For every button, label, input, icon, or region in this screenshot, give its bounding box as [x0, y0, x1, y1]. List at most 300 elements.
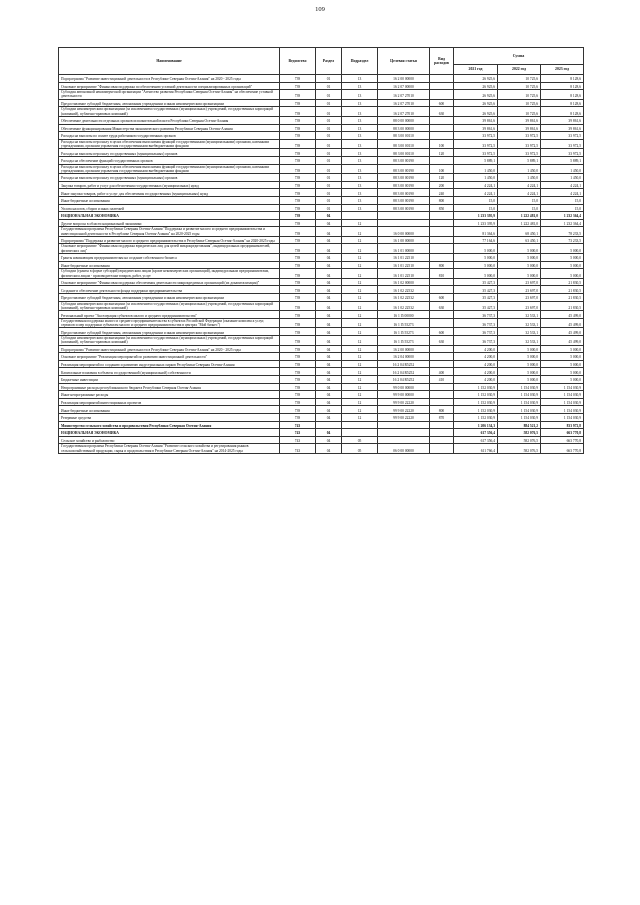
table-row [59, 174, 584, 182]
row-expense-type [430, 236, 454, 244]
row-sum-2023: 8 128,6 [541, 107, 584, 117]
row-target: 16 2 07 27010 [378, 107, 430, 117]
row-expense-type [430, 254, 454, 262]
row-expense-type [430, 124, 454, 132]
row-section: 01 [316, 204, 342, 212]
row-section: 04 [316, 318, 342, 328]
row-subsection: 13 [342, 181, 378, 189]
row-target: 16 1 I5 00000 [378, 311, 430, 319]
table-row [59, 254, 584, 262]
row-section: 04 [316, 336, 342, 346]
page-number: 109 [315, 6, 325, 13]
row-expense-type [430, 219, 454, 227]
row-subsection: 12 [342, 345, 378, 353]
table-row [59, 398, 584, 406]
table-row [59, 149, 584, 157]
table-row [59, 227, 584, 237]
row-name: Иные непрограммные расходы [59, 391, 280, 399]
row-target: 88 3 00 00110 [378, 139, 430, 149]
row-name: Министерство сельского хозяйства и продовольствия Республики Северная Осетия-Алания [59, 421, 280, 429]
row-sum-2022: 1 222 481,0 [498, 219, 541, 227]
row-section: 04 [316, 294, 342, 302]
table-row [59, 311, 584, 319]
row-target: 16 1 01 00000 [378, 244, 430, 254]
row-name: Расходы на выплаты по оплате труда работников государственных органов [59, 132, 280, 140]
row-sum-2023: 45 499,0 [541, 328, 584, 336]
row-section: 04 [316, 254, 342, 262]
row-ministry: 739 [280, 227, 316, 237]
row-subsection: 12 [342, 219, 378, 227]
row-name: Другие вопросы в области национальной экономики [59, 219, 280, 227]
row-sum-2023: 21 830,5 [541, 294, 584, 302]
row-sum-2021: 33 972,5 [454, 139, 498, 149]
row-ministry: 739 [280, 99, 316, 107]
row-subsection: 12 [342, 391, 378, 399]
row-expense-type: 800 [430, 261, 454, 269]
row-sum-2021: 5 000,0 [454, 261, 498, 269]
row-subsection: 05 [342, 444, 378, 454]
row-subsection: 12 [342, 360, 378, 368]
row-sum-2023: 4 224,1 [541, 189, 584, 197]
row-expense-type: 850 [430, 204, 454, 212]
row-subsection: 13 [342, 139, 378, 149]
row-subsection: 12 [342, 336, 378, 346]
row-sum-2021: 39 861,6 [454, 124, 498, 132]
table-row [59, 336, 584, 346]
row-sum-2022: 33 972,5 [498, 149, 541, 157]
row-sum-2022: 10 725,6 [498, 99, 541, 107]
row-subsection: 12 [342, 269, 378, 279]
row-sum-2021: 1 152 030,9 [454, 398, 498, 406]
table-row [59, 368, 584, 376]
row-sum-2022: 1 154 030,9 [498, 383, 541, 391]
row-target [378, 212, 430, 220]
row-ministry: 739 [280, 318, 316, 328]
row-name: Капитальные вложения в объекты государственной (муниципальной) собственности [59, 368, 280, 376]
row-sum-2023: 1 450,0 [541, 164, 584, 174]
row-expense-type: 800 [430, 196, 454, 204]
row-sum-2021: 36 737,3 [454, 318, 498, 328]
row-sum-2023: 5 000,0 [541, 254, 584, 262]
row-expense-type: 600 [430, 328, 454, 336]
row-target: 16 2 07 00000 [378, 82, 430, 90]
row-sum-2023: 663 770,8 [541, 429, 584, 437]
row-expense-type [430, 391, 454, 399]
row-name: Субсидии некоммерческим организациям (за исключением государственных (муниципальных) учреждений, государственных корпораций (компаний), публично-правовых компаний) [59, 301, 280, 311]
row-target: 88 3 00 00190 [378, 204, 430, 212]
table-row [59, 278, 584, 286]
row-target [378, 429, 430, 437]
table-row [59, 286, 584, 294]
row-ministry: 739 [280, 82, 316, 90]
row-ministry: 739 [280, 406, 316, 414]
row-subsection: 13 [342, 124, 378, 132]
row-sum-2022: 1 450,0 [498, 174, 541, 182]
row-sum-2022: 63 450,1 [498, 236, 541, 244]
row-name: Резервные средства [59, 413, 280, 421]
row-subsection: 12 [342, 318, 378, 328]
row-sum-2022: 10 725,6 [498, 90, 541, 100]
row-sum-2022: 1 222 481,0 [498, 212, 541, 220]
row-name: Уплата налогов, сборов и иных платежей [59, 204, 280, 212]
row-sum-2021: 1 233 395,9 [454, 219, 498, 227]
row-section: 04 [316, 353, 342, 361]
row-name: Основное мероприятие "Финансовая поддержка юридических лиц для целей микрокредитования", индивидуальных предпринимателей, физических лиц" [59, 244, 280, 254]
row-subsection: 13 [342, 90, 378, 100]
row-sum-2023: 21 830,5 [541, 278, 584, 286]
row-subsection: 12 [342, 328, 378, 336]
row-section: 04 [316, 413, 342, 421]
row-sum-2021: 1 206 134,3 [454, 421, 498, 429]
row-subsection: 05 [342, 436, 378, 444]
row-target: 16 1 02 22532 [378, 294, 430, 302]
table-row [59, 90, 584, 100]
row-name: Предоставление субсидий бюджетным, автономным учреждениям и иным некоммерческим организациям [59, 328, 280, 336]
row-section: 01 [316, 174, 342, 182]
row-ministry: 739 [280, 204, 316, 212]
table-row [59, 360, 584, 368]
row-sum-2023: 78 233,5 [541, 227, 584, 237]
row-subsection: 12 [342, 294, 378, 302]
row-sum-2022: 1 450,0 [498, 164, 541, 174]
row-expense-type [430, 436, 454, 444]
row-ministry: 739 [280, 107, 316, 117]
row-sum-2022: 1 154 030,9 [498, 413, 541, 421]
row-sum-2023: 8 128,6 [541, 82, 584, 90]
row-expense-type [430, 278, 454, 286]
header-year-2022: 2022 год [498, 65, 541, 75]
row-sum-2022: 32 533,1 [498, 318, 541, 328]
row-target: 88 3 00 00000 [378, 124, 430, 132]
row-sum-2022: 33 972,5 [498, 139, 541, 149]
row-sum-2021: 5 000,0 [454, 244, 498, 254]
row-sum-2023: 73 233,5 [541, 236, 584, 244]
row-ministry: 739 [280, 236, 316, 244]
row-sum-2022: 32 533,1 [498, 328, 541, 336]
row-expense-type: 410 [430, 375, 454, 383]
row-sum-2023: 5 889,1 [541, 156, 584, 164]
row-name: Государственная поддержка малого и среднего предпринимательства в субъектах Российской Федерации (оказание комплекса услуг, сервисов и мер поддержки субъектам малого и среднего предпринимательства в центрах "Мой бизнес") [59, 318, 280, 328]
row-subsection: 12 [342, 398, 378, 406]
row-ministry: 739 [280, 261, 316, 269]
row-name: Сельское хозяйство и рыболовство [59, 436, 280, 444]
row-expense-type: 810 [430, 269, 454, 279]
row-sum-2021: 39 861,6 [454, 116, 498, 124]
row-sum-2023: 8 128,6 [541, 75, 584, 83]
row-sum-2021: 26 925,6 [454, 107, 498, 117]
row-ministry: 739 [280, 156, 316, 164]
row-subsection: 13 [342, 107, 378, 117]
row-ministry: 739 [280, 219, 316, 227]
row-name: Подпрограмма "Поддержка и развитие малого и среднего предпринимательства в Республике Северная Осетия-Алания" на 2020-2025 годы [59, 236, 280, 244]
row-section: 01 [316, 196, 342, 204]
row-name: Субсидии (гранты в форме субсидий) юридическим лицам (кроме некоммерческих организаций), индивидуальным предпринимателям, физическим лицам - производителям товаров, работ, услуг [59, 269, 280, 279]
row-sum-2021: 1 450,0 [454, 164, 498, 174]
row-subsection: 12 [342, 311, 378, 319]
row-name: Государственная программа Республики Северная Осетия-Алания "Развитие сельского хозяйства и регулирования рынков сельскохозяйственной продукции, сырья и продовольствия в Республике Северная Осетия-Алания" на 2014-2025 годы [59, 444, 280, 454]
row-expense-type [430, 212, 454, 220]
row-sum-2021: 35 427,3 [454, 301, 498, 311]
row-sum-2022: 5 000,0 [498, 353, 541, 361]
row-sum-2021: 5 000,0 [454, 269, 498, 279]
header-name: Наименование [59, 48, 280, 75]
table-body [59, 75, 584, 454]
row-ministry: 739 [280, 181, 316, 189]
table-row [59, 132, 584, 140]
row-name: Предоставление субсидий бюджетным, автономным учреждениям и иным некоммерческим организациям [59, 294, 280, 302]
row-sum-2022: 5 000,0 [498, 345, 541, 353]
row-sum-2021: 5 000,0 [454, 254, 498, 262]
row-ministry: 739 [280, 75, 316, 83]
row-subsection: 12 [342, 368, 378, 376]
row-target: 06 0 00 00000 [378, 444, 430, 454]
row-ministry: 739 [280, 132, 316, 140]
row-expense-type [430, 353, 454, 361]
row-sum-2023: 45 499,0 [541, 318, 584, 328]
row-target: 88 3 00 00110 [378, 132, 430, 140]
row-sum-2022: 15,0 [498, 204, 541, 212]
row-ministry: 739 [280, 90, 316, 100]
row-ministry: 739 [280, 149, 316, 157]
row-sum-2022: 5 000,0 [498, 244, 541, 254]
row-ministry: 739 [280, 345, 316, 353]
row-ministry: 739 [280, 124, 316, 132]
row-name: Основное мероприятие "Финансовая поддержка обеспечения деятельности микрокредитных организаций (их докапитализация)" [59, 278, 280, 286]
row-sum-2021: 36 737,3 [454, 328, 498, 336]
table-row [59, 116, 584, 124]
row-ministry: 739 [280, 328, 316, 336]
row-expense-type: 600 [430, 294, 454, 302]
row-section: 04 [316, 286, 342, 294]
row-sum-2021: 33 972,5 [454, 149, 498, 157]
row-name: Иные бюджетные ассигнования [59, 406, 280, 414]
row-sum-2023: 1 450,0 [541, 174, 584, 182]
row-target: 88 3 00 00190 [378, 196, 430, 204]
row-sum-2022: 5 000,0 [498, 254, 541, 262]
row-target: 16 1 00 00000 [378, 236, 430, 244]
row-sum-2021: 1 233 395,9 [454, 212, 498, 220]
table-row [59, 244, 584, 254]
row-target: 88 3 00 00190 [378, 181, 430, 189]
row-sum-2021: 4 224,1 [454, 181, 498, 189]
row-sum-2022: 10 725,6 [498, 107, 541, 117]
row-name: Иные бюджетные ассигнования [59, 196, 280, 204]
row-ministry: 739 [280, 139, 316, 149]
row-name: Расходы на выплаты персоналу государственных (муниципальных) органов [59, 149, 280, 157]
table-row [59, 261, 584, 269]
row-expense-type [430, 156, 454, 164]
table-row [59, 429, 584, 437]
row-section: 01 [316, 99, 342, 107]
row-ministry: 743 [280, 429, 316, 437]
row-section: 04 [316, 278, 342, 286]
row-ministry: 739 [280, 174, 316, 182]
table-row [59, 345, 584, 353]
row-name: Непрограммные расходы республиканского бюджета Республики Северная Осетия-Алания [59, 383, 280, 391]
row-target: 16 2 04 R5252 [378, 360, 430, 368]
row-sum-2023: 5 000,0 [541, 269, 584, 279]
row-ministry: 739 [280, 383, 316, 391]
row-section: 01 [316, 132, 342, 140]
row-sum-2023: 8 128,6 [541, 90, 584, 100]
row-subsection: 12 [342, 244, 378, 254]
row-expense-type [430, 444, 454, 454]
row-name: Иные бюджетные ассигнования [59, 261, 280, 269]
row-ministry: 739 [280, 116, 316, 124]
row-section: 01 [316, 164, 342, 174]
table-row [59, 204, 584, 212]
row-sum-2021: 35 427,3 [454, 278, 498, 286]
row-target: 88 3 00 00190 [378, 174, 430, 182]
row-target: 88 3 00 00190 [378, 156, 430, 164]
table-row [59, 375, 584, 383]
row-subsection: 12 [342, 353, 378, 361]
row-expense-type: 630 [430, 336, 454, 346]
table-row [59, 328, 584, 336]
row-expense-type [430, 318, 454, 328]
row-sum-2021: 36 737,3 [454, 336, 498, 346]
row-section: 04 [316, 301, 342, 311]
row-sum-2023: 833 972,8 [541, 421, 584, 429]
row-subsection [342, 421, 378, 429]
header-year-2021: 2021 год [454, 65, 498, 75]
row-ministry: 743 [280, 444, 316, 454]
row-sum-2021: 4 200,0 [454, 345, 498, 353]
row-sum-2022: 582 076,5 [498, 429, 541, 437]
row-subsection: 12 [342, 383, 378, 391]
row-sum-2022: 5 000,0 [498, 269, 541, 279]
row-name: Подпрограмма "Развитие инвестиционной деятельности в Республике Северная Осетия-Алания" на 2020 - 2025 годы [59, 75, 280, 83]
table-row [59, 269, 584, 279]
row-section: 04 [316, 269, 342, 279]
row-subsection: 13 [342, 82, 378, 90]
row-sum-2023: 1 232 364,4 [541, 212, 584, 220]
row-target: 99 9 00 00000 [378, 391, 430, 399]
row-target: 99 9 00 22220 [378, 398, 430, 406]
row-sum-2021: 15,0 [454, 204, 498, 212]
row-sum-2023: 1 154 030,9 [541, 406, 584, 414]
row-expense-type [430, 132, 454, 140]
row-section: 04 [316, 429, 342, 437]
row-target [378, 219, 430, 227]
row-expense-type [430, 429, 454, 437]
row-expense-type [430, 82, 454, 90]
header-section: Раздел [316, 48, 342, 75]
row-ministry: 743 [280, 436, 316, 444]
row-name: Региональный проект "Акселерация субъектов малого и среднего предпринимательства" [59, 311, 280, 319]
table-row [59, 156, 584, 164]
row-subsection: 12 [342, 286, 378, 294]
row-subsection: 13 [342, 189, 378, 197]
row-sum-2022: 10 725,6 [498, 75, 541, 83]
row-subsection: 13 [342, 149, 378, 157]
row-target: 88 0 00 00000 [378, 116, 430, 124]
row-subsection [342, 429, 378, 437]
row-sum-2021: 35 427,3 [454, 286, 498, 294]
table-row [59, 82, 584, 90]
row-name: Создание и обеспечение деятельности фонда поддержки предпринимательства [59, 286, 280, 294]
row-section: 04 [316, 261, 342, 269]
row-subsection: 12 [342, 406, 378, 414]
row-sum-2021: 15,0 [454, 196, 498, 204]
row-subsection: 13 [342, 174, 378, 182]
row-sum-2021: 617 356,4 [454, 429, 498, 437]
row-ministry: 739 [280, 398, 316, 406]
row-ministry: 739 [280, 196, 316, 204]
row-sum-2023: 33 972,5 [541, 149, 584, 157]
header-ministry: Ведомство [280, 48, 316, 75]
row-sum-2022: 15,0 [498, 196, 541, 204]
row-section: 04 [316, 219, 342, 227]
row-target: 88 3 00 00190 [378, 164, 430, 174]
row-target: 16 2 00 00000 [378, 345, 430, 353]
row-section: 04 [316, 391, 342, 399]
row-name: Расходы на выплаты персоналу государственных (муниципальных) органов [59, 174, 280, 182]
table-row [59, 75, 584, 83]
table-row [59, 219, 584, 227]
row-target: 16 2 04 R5252 [378, 368, 430, 376]
row-section: 04 [316, 311, 342, 319]
row-subsection: 12 [342, 236, 378, 244]
row-expense-type [430, 360, 454, 368]
row-sum-2022: 23 697,0 [498, 286, 541, 294]
header-sum: Сумма [454, 48, 584, 65]
table-row [59, 318, 584, 328]
row-name: Субсидии некоммерческим организациям (за исключением государственных (муниципальных) учреждений, государственных корпораций (компаний), публично-правовых компаний) [59, 107, 280, 117]
row-section: 04 [316, 236, 342, 244]
table-row [59, 444, 584, 454]
row-expense-type [430, 90, 454, 100]
table-row [59, 294, 584, 302]
row-expense-type [430, 383, 454, 391]
row-ministry: 739 [280, 391, 316, 399]
row-section: 01 [316, 149, 342, 157]
row-sum-2022: 5 000,0 [498, 368, 541, 376]
row-target: 16 1 02 22532 [378, 301, 430, 311]
row-name: Обеспечение функционирования Министерства экономического развития Республики Северная Осетия-Алания [59, 124, 280, 132]
row-ministry: 739 [280, 360, 316, 368]
row-subsection: 12 [342, 254, 378, 262]
row-name: Расходы на выплаты персоналу в целях обеспечения выполнения функций государственными (муниципальными) органами, казенными учреждениями, органами управления государственными внебюджетными фондами [59, 139, 280, 149]
row-section: 01 [316, 139, 342, 149]
row-sum-2022: 4 224,1 [498, 189, 541, 197]
row-sum-2023: 45 499,0 [541, 311, 584, 319]
row-sum-2021: 1 450,0 [454, 174, 498, 182]
row-sum-2022: 39 861,6 [498, 116, 541, 124]
row-sum-2021: 4 224,1 [454, 189, 498, 197]
row-sum-2023: 1 154 030,9 [541, 413, 584, 421]
row-ministry: 743 [280, 421, 316, 429]
row-subsection: 12 [342, 227, 378, 237]
row-name: Реализация мероприятий по созданию и развитию индустриальных парков Республики Северная Осетия-Алания [59, 360, 280, 368]
row-target: 16 2 00 00000 [378, 75, 430, 83]
row-sum-2021: 77 164,6 [454, 236, 498, 244]
row-sum-2023: 663 770,8 [541, 436, 584, 444]
row-sum-2023: 21 830,5 [541, 301, 584, 311]
row-sum-2022: 23 697,0 [498, 301, 541, 311]
row-sum-2023: 4 224,1 [541, 181, 584, 189]
table-row [59, 189, 584, 197]
row-expense-type [430, 244, 454, 254]
row-ministry: 739 [280, 244, 316, 254]
row-section: 04 [316, 398, 342, 406]
row-sum-2022: 5 000,0 [498, 261, 541, 269]
row-subsection: 13 [342, 196, 378, 204]
row-sum-2023: 5 000,0 [541, 353, 584, 361]
row-sum-2021: 4 200,0 [454, 375, 498, 383]
row-name: Реализация мероприятий инвестиционных проектов [59, 398, 280, 406]
row-sum-2021: 26 925,6 [454, 75, 498, 83]
